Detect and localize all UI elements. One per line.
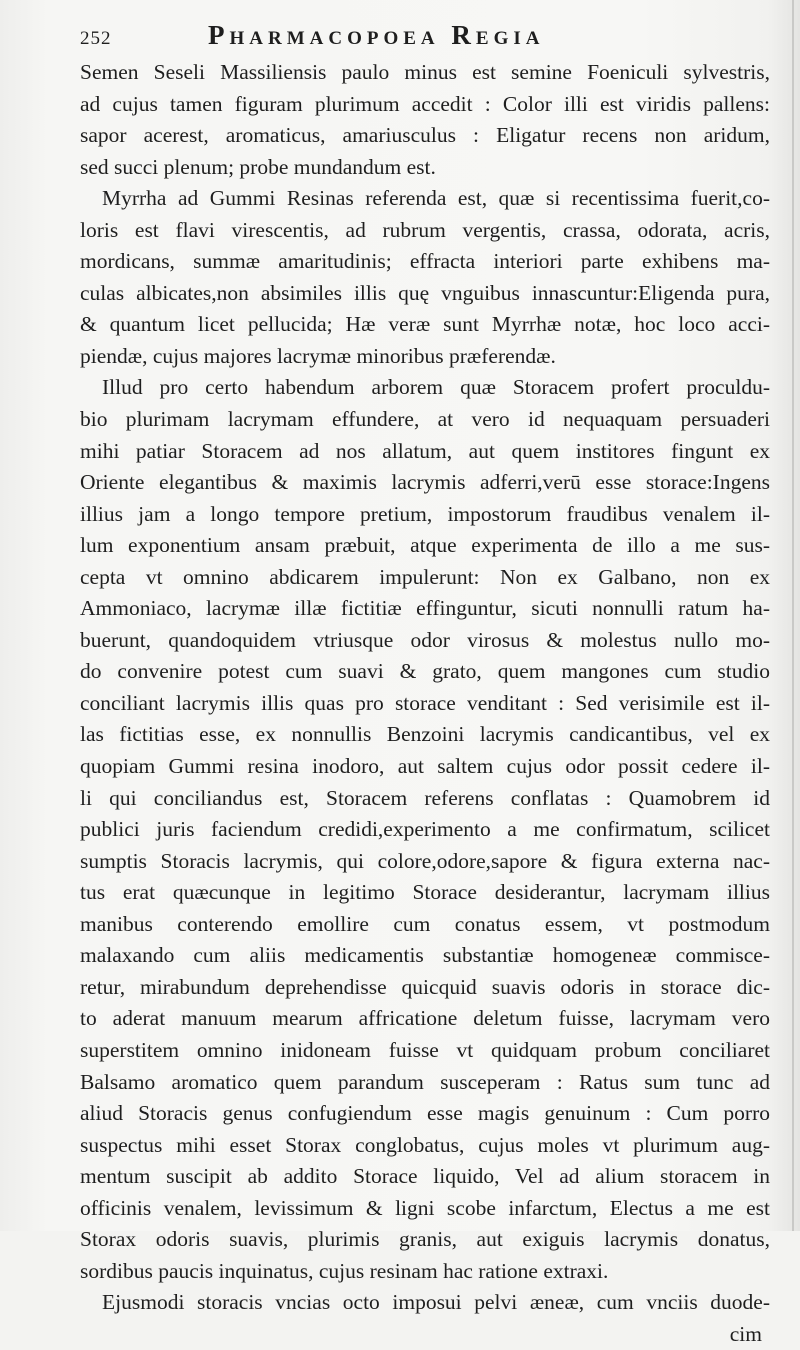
text-line: Storax odoris suavis, plurimis granis, aut exiguis lacrymis donatus, [80, 1227, 770, 1252]
text-line: Myrrha ad Gummi Resinas referenda est, quæ si recentissima fuerit,co- [102, 186, 770, 211]
text-line: buerunt, quandoquidem vtriusque odor virosus & molestus nullo mo- [80, 627, 770, 652]
text-line: piendæ, cujus majores lacrymæ minoribus præferendæ. [80, 343, 556, 368]
text-line: li qui conciliandus est, Storacem referens conflatas : Quamobrem id [80, 785, 770, 810]
text-line: to aderat manuum mearum affricatione deletum fuisse, lacrymam vero [80, 1006, 770, 1031]
text-line: suspectus mihi esset Storax conglobatus, cujus moles vt plurimum aug- [80, 1132, 770, 1157]
body-text [80, 57, 770, 1350]
text-line: mihi patiar Storacem ad nos allatum, aut quem institores fingunt ex [80, 438, 770, 463]
text-line: manibus conterendo emollire cum conatus essem, vt postmodum [80, 911, 770, 936]
text-line: aliud Storacis genus confugiendum esse magis genuinum : Cum porro [80, 1101, 770, 1126]
text-line: Ejusmodi storacis vncias octo imposui pelvi æneæ, cum vnciis duode- [102, 1290, 770, 1315]
text-line: Illud pro certo habendum arborem quæ Storacem profert proculdu- [102, 375, 770, 400]
text-line: Semen Seseli Massiliensis paulo minus est semine Foeniculi sylvestris, [80, 60, 770, 84]
text-line: illius jam a longo tempore pretium, impostorum fraudibus venalem il- [80, 501, 770, 526]
text-line: Ammoniaco, lacrymæ illæ fictitiæ effinguntur, sicuti nonnulli ratum ha- [80, 596, 770, 621]
text-line: culas albicates,non absimiles illis quę vnguibus innascuntur:Eligenda pura, [80, 280, 770, 305]
text-line: Balsamo aromatico quem parandum susceperam : Ratus sum tunc ad [80, 1069, 770, 1094]
text-line: bio plurimam lacrymam effundere, at vero id nequaquam persuaderi [80, 407, 770, 432]
text-line: superstitem omnino inidoneam fuisse vt quidquam probum conciliaret [80, 1037, 770, 1062]
text-line: conciliant lacrymis illis quas pro storace venditant : Sed verisimile est il- [80, 690, 770, 715]
text-line: loris est flavi virescentis, ad rubrum vergentis, crassa, odorata, acris, [80, 217, 770, 242]
text-line: mentum suscipit ab addito Storace liquido, Vel ad alium storacem in [80, 1164, 770, 1189]
text-line: sed succi plenum; probe mundandum est. [80, 154, 436, 179]
text-line: las fictitias esse, ex nonnullis Benzoini lacrymis candicantibus, vel ex [80, 722, 770, 747]
text-line: tus erat quæcunque in legitimo Storace desiderantur, lacrymam illius [80, 880, 770, 905]
text-line: quopiam Gummi resina inodoro, aut saltem cujus odor possit cedere il- [80, 754, 770, 779]
text-line: officinis venalem, levissimum & ligni scobe infarctum, Electus a me est [80, 1195, 770, 1220]
text-line: sordibus paucis inquinatus, cujus resinam hac ratione extraxi. [80, 1258, 609, 1283]
text-line: Oriente elegantibus & maximis lacrymis adferri,verū esse storace:Ingens [80, 470, 770, 495]
text-line: malaxando cum aliis medicamentis substantiæ homogeneæ commisce- [80, 943, 770, 968]
running-title: Pharmacopoea Regia [208, 20, 545, 50]
text-line: mordicans, summæ amaritudinis; effracta interiori parte exhibens ma- [80, 249, 770, 274]
text-line: do convenire potest cum suavi & grato, quem mangones cum studio [80, 659, 770, 684]
page-number: 252 [80, 28, 112, 49]
text-line: publici juris faciendum credidi,experimento a me confirmatum, scilicet [80, 817, 770, 842]
text-line: sumptis Storacis lacrymis, qui colore,odore,sapore & figura externa nac- [80, 848, 770, 873]
catchword: cim [729, 1321, 762, 1346]
text-line: sapor acerest, aromaticus, amariusculus : Eligatur recens non aridum, [80, 123, 770, 148]
text-line: ad cujus tamen figuram plurimum accedit : Color illi est viridis pallens: [80, 91, 770, 116]
text-line: cepta vt omnino abdicarem impulerunt: Non ex Galbano, non ex [80, 564, 770, 589]
text-line: retur, mirabundum deprehendisse quicquid suavis odoris in storace dic- [80, 974, 770, 999]
text-line: lum exponentium ansam præbuit, atque experimenta de illo a me sus- [80, 533, 770, 558]
page-header [80, 18, 790, 58]
page-edge [792, 0, 794, 1231]
text-line: & quantum licet pellucida; Hæ veræ sunt Myrrhæ notæ, hoc loco acci- [80, 312, 770, 337]
